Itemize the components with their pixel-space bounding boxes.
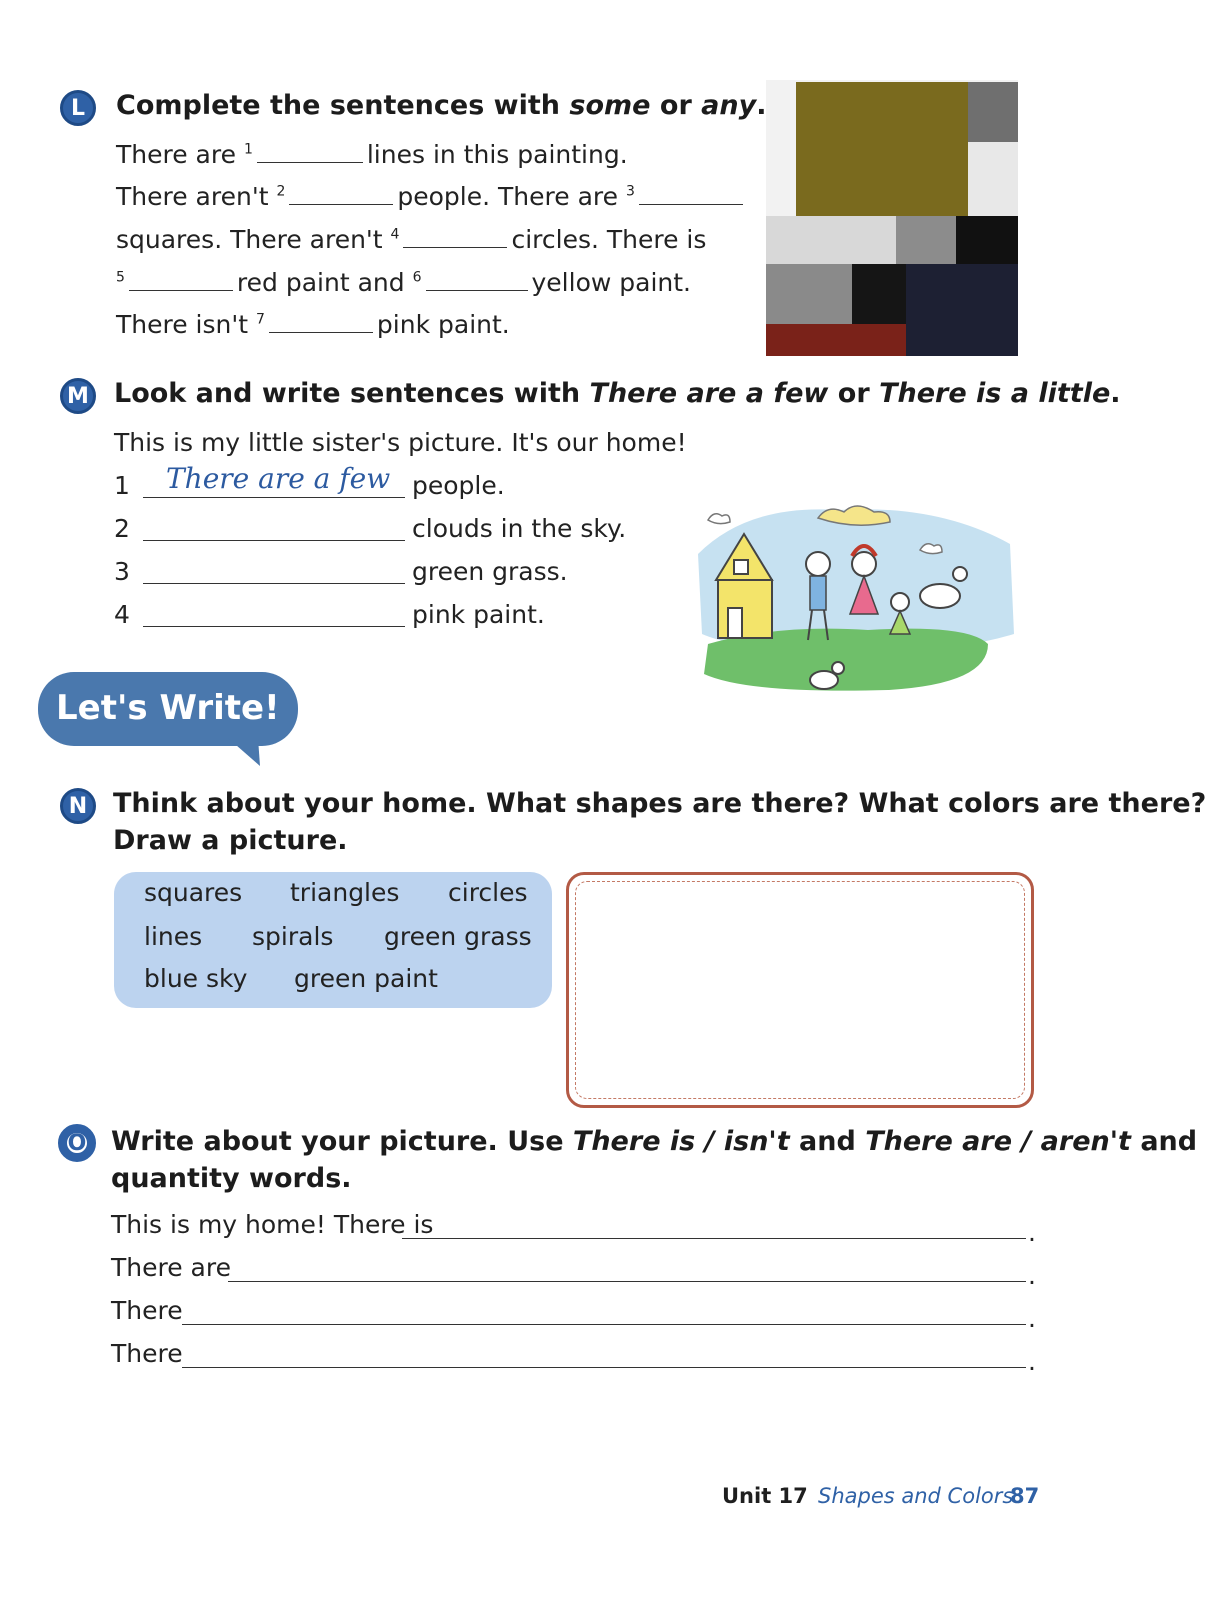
l-sentence-4: $^5$ red paint and $^6$ yellow paint. <box>116 268 691 297</box>
l-sentence-3: squares. There aren't $^4$ circles. There is <box>116 225 707 254</box>
section-o-heading-1: Write about your picture. Use There is / isn't and There are / aren't and <box>111 1126 1198 1157</box>
o-line-2-period: . <box>1028 1261 1036 1290</box>
word-circles: circles <box>448 878 528 907</box>
footer-unit: Unit 17 <box>722 1484 808 1508</box>
blank-7[interactable] <box>269 310 373 333</box>
o-line-2-prompt: There are <box>111 1253 231 1282</box>
word-squares: squares <box>144 878 243 907</box>
blank-3[interactable] <box>639 182 743 205</box>
blank-4[interactable] <box>403 225 507 248</box>
section-n-heading-1: Think about your home. What shapes are there? What colors are there? <box>113 788 1206 819</box>
o-line-4-prompt: There <box>111 1339 183 1368</box>
o-line-4-period: . <box>1028 1347 1036 1376</box>
m-item-2-answer-line[interactable] <box>143 540 405 541</box>
o-line-1-period: . <box>1028 1218 1036 1247</box>
lets-write-banner: Let's Write! <box>56 688 280 728</box>
o-line-3-period: . <box>1028 1304 1036 1333</box>
o-line-4-answer[interactable] <box>182 1367 1026 1368</box>
blank-1[interactable] <box>257 140 363 163</box>
word-green-paint: green paint <box>294 964 438 993</box>
o-line-1-prompt: This is my home! There is <box>111 1210 434 1239</box>
m-item-3-answer-line[interactable] <box>143 583 405 584</box>
section-l-heading: Complete the sentences with some or any. <box>116 90 767 121</box>
l-sentence-1: There are $^1$ lines in this painting. <box>116 140 628 169</box>
m-item-3-number: 3 <box>114 557 130 586</box>
section-n-badge: N <box>60 788 96 824</box>
m-item-1-answer: There are a few <box>166 462 391 495</box>
l-sentence-5: There isn't $^7$ pink paint. <box>116 310 510 339</box>
word-lines: lines <box>144 922 203 951</box>
word-blue-sky: blue sky <box>144 964 248 993</box>
section-m-badge: M <box>60 378 96 414</box>
o-line-3-prompt: There <box>111 1296 183 1325</box>
o-line-2-answer[interactable] <box>228 1281 1026 1282</box>
word-green-grass: green grass <box>384 922 532 951</box>
o-line-1-answer[interactable] <box>402 1238 1026 1239</box>
section-o-badge: O <box>58 1124 96 1162</box>
section-n-heading-2: Draw a picture. <box>113 825 348 856</box>
m-item-4-answer-line[interactable] <box>143 626 405 627</box>
m-item-1-number: 1 <box>114 471 130 500</box>
word-bank <box>114 872 552 1008</box>
m-item-4-end: pink paint. <box>412 600 545 629</box>
o-line-3-answer[interactable] <box>182 1324 1026 1325</box>
l-sentence-2: There aren't $^2$ people. There are $^3$ <box>116 182 747 211</box>
section-m-heading: Look and write sentences with There are a few or There is a little. <box>114 378 1121 409</box>
blank-6[interactable] <box>426 268 528 291</box>
blank-5[interactable] <box>129 268 233 291</box>
m-item-1-answer-line[interactable] <box>143 497 405 498</box>
footer-topic: Shapes and Colors <box>818 1484 1014 1508</box>
word-triangles: triangles <box>290 878 400 907</box>
page-number: 87 <box>1010 1484 1040 1508</box>
section-l-badge: L <box>60 90 96 126</box>
m-item-4-number: 4 <box>114 600 130 629</box>
drawing-area[interactable] <box>566 872 1034 1108</box>
section-o-heading-2: quantity words. <box>111 1163 352 1194</box>
m-item-2-number: 2 <box>114 514 130 543</box>
m-item-1-end: people. <box>412 471 505 500</box>
word-spirals: spirals <box>252 922 334 951</box>
m-item-3-end: green grass. <box>412 557 568 586</box>
blank-2[interactable] <box>289 182 393 205</box>
m-item-2-end: clouds in the sky. <box>412 514 627 543</box>
child-drawing-illustration <box>688 484 1020 706</box>
abstract-painting <box>766 80 1018 356</box>
m-intro: This is my little sister's picture. It's our home! <box>114 428 687 457</box>
